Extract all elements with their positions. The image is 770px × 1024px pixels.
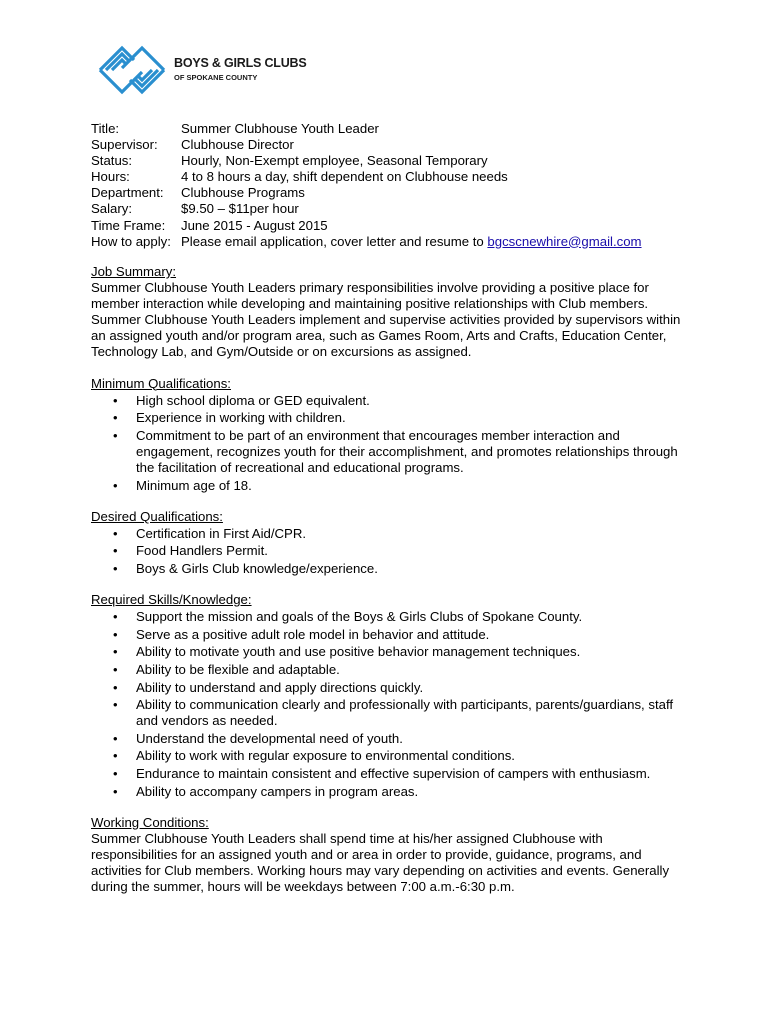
info-value: June 2015 - August 2015 — [181, 217, 328, 233]
info-row-hours — [91, 169, 642, 185]
minimum-qualifications-list — [91, 393, 691, 494]
list-item: • Ability to motivate youth and use positive behavior management techniques. — [91, 644, 691, 660]
logo-organization-name: BOYS & GIRLS CLUBS — [174, 56, 307, 70]
info-label: How to apply: — [91, 233, 171, 249]
list-item: • Support the mission and goals of the Boys & Girls Clubs of Spokane County. — [91, 609, 691, 625]
job-summary-section — [91, 264, 691, 361]
list-item: • Certification in First Aid/CPR. — [91, 526, 691, 542]
organization-logo — [96, 44, 306, 96]
list-item: • Ability to work with regular exposure to environmental conditions. — [91, 748, 691, 764]
list-item: • Endurance to maintain consistent and effective supervision of campers with enthusiasm. — [91, 766, 691, 782]
job-summary-text: Summer Clubhouse Youth Leaders primary responsibilities involve providing a positive place for member interaction while developing and maintaining positive relationships with Club members. Summer Clubhouse Youth Leaders implement and supervise activities provided by supervisors within an assigned youth and/or program area, such as Games Room, Arts and Crafts, Education Center, Technology Lab, and Gym/Outside or on excursions as assigned. — [91, 280, 681, 360]
info-row-salary — [91, 201, 642, 217]
section-heading: Minimum Qualifications: — [91, 375, 231, 391]
info-label: Title: — [91, 121, 120, 136]
info-row-title — [91, 121, 642, 137]
info-value: Summer Clubhouse Youth Leader — [181, 121, 379, 136]
list-item: • Boys & Girls Club knowledge/experience. — [91, 561, 691, 577]
info-row-time-frame — [91, 218, 642, 234]
list-item: • Ability to be flexible and adaptable. — [91, 662, 691, 678]
job-info-table — [91, 121, 642, 250]
info-label: Department: — [91, 185, 164, 201]
required-skills-list — [91, 609, 691, 800]
list-item: • Understand the developmental need of youth. — [91, 731, 691, 747]
minimum-qualifications-section — [91, 376, 691, 494]
info-value: Hourly, Non-Exempt employee, Seasonal Temporary — [181, 153, 488, 169]
info-value: 4 to 8 hours a day, shift dependent on Clubhouse needs — [181, 169, 508, 185]
list-item: • Minimum age of 18. — [91, 478, 691, 494]
section-heading: Job Summary: — [91, 264, 177, 279]
boys-girls-clubs-hands-icon — [96, 44, 168, 96]
info-row-status — [91, 153, 642, 169]
info-label: Salary: — [91, 201, 133, 217]
info-label: Time Frame: — [91, 217, 166, 233]
info-value — [181, 234, 642, 250]
apply-email-link[interactable]: bgcscnewhire@gmail.com — [487, 233, 642, 249]
list-item: • Serve as a positive adult role model in behavior and attitude. — [91, 627, 691, 643]
desired-qualifications-section — [91, 509, 691, 577]
section-heading: Required Skills/Knowledge: — [91, 592, 252, 608]
list-item: • Food Handlers Permit. — [91, 543, 691, 559]
list-item: • Ability to communication clearly and professionally with participants, parents/guardians, staff and vendors as needed. — [91, 697, 691, 729]
job-description — [91, 264, 691, 910]
info-label: Hours: — [91, 169, 130, 185]
info-label: Supervisor: — [91, 137, 158, 153]
section-heading: Working Conditions: — [91, 814, 209, 830]
info-row-supervisor — [91, 137, 642, 153]
required-skills-section — [91, 592, 691, 800]
list-item: • Ability to accompany campers in program areas. — [91, 784, 691, 800]
apply-instructions: Please email application, cover letter and resume to — [181, 233, 488, 249]
working-conditions-section — [91, 815, 691, 895]
list-item: • Ability to understand and apply directions quickly. — [91, 680, 691, 696]
info-row-how-to-apply — [91, 234, 642, 250]
info-row-department — [91, 185, 642, 201]
working-conditions-text: Summer Clubhouse Youth Leaders shall spend time at his/her assigned Clubhouse with responsibilities for an assigned youth and or area in order to provide, guidance, programs, and activities for Club members. Working hours may vary depending on activities and events. Generally during the summer, hours will be weekdays between 7:00 a.m.-6:30 p.m. — [91, 830, 670, 895]
section-heading: Desired Qualifications: — [91, 508, 223, 524]
list-item: • High school diploma or GED equivalent. — [91, 393, 691, 409]
desired-qualifications-list — [91, 526, 691, 577]
list-item: • Commitment to be part of an environment that encourages member interaction and engagement, recognizes youth for their accomplishment, and promotes relationships through the facilitation of recreational and educational programs. — [91, 428, 691, 476]
info-value: $9.50 – $11per hour — [181, 201, 299, 217]
list-item: • Experience in working with children. — [91, 410, 691, 426]
info-value: Clubhouse Programs — [181, 185, 305, 201]
logo-organization-subtitle: OF SPOKANE COUNTY — [174, 73, 258, 82]
info-value: Clubhouse Director — [181, 137, 294, 153]
info-label: Status: — [91, 153, 133, 169]
